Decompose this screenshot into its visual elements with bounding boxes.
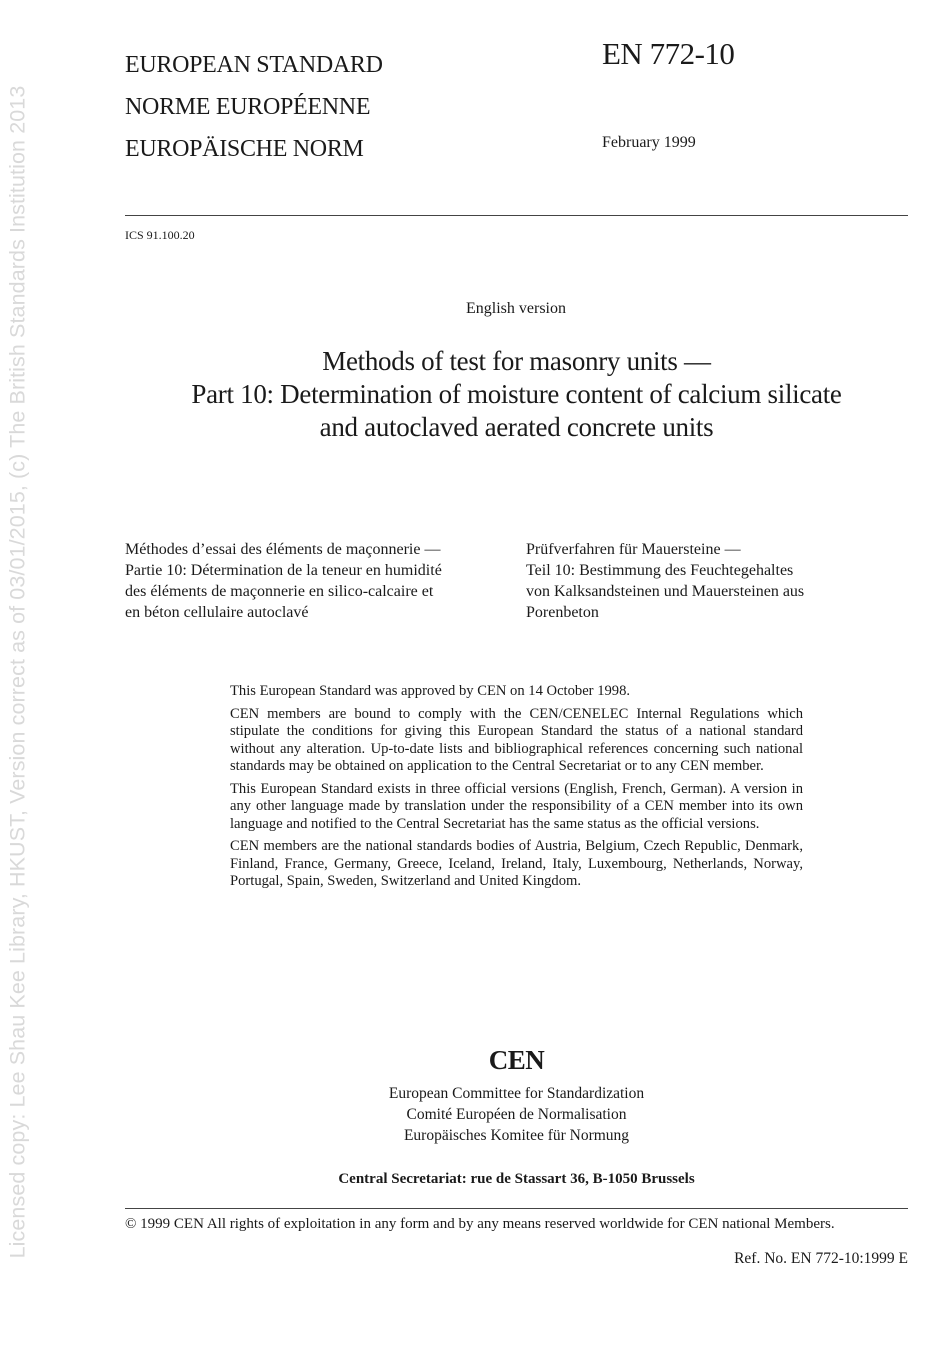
notice-paragraph: CEN members are the national standards bodies of Austria, Belgium, Czech Republic, Denmark, Finland, France, Germany, Greece, Iceland, Ireland, Italy, Luxembourg, Netherlands, Norway, Portugal, Spain, Sweden, Switzerland and United Kingdom. (230, 838, 803, 889)
copyright-notice: © 1999 CEN All rights of exploitation in any form and by any means reserved worldwide for CEN national Members. (125, 1216, 835, 1232)
designation-english: EUROPEAN STANDARD (125, 52, 383, 78)
notice-paragraph: CEN members are bound to comply with the CEN/CENELEC Internal Regulations which stipulate the conditions for giving this European Standard the status of a national standard without any alteration. Up-to-date lists and bibliographical references concerning such national standards may be obtained on application to the Central Secretariat or to any CEN member. (230, 705, 803, 774)
ics-code: ICS 91.100.20 (125, 228, 195, 242)
french-title-line: Partie 10: Détermination de la teneur en humidité (125, 562, 442, 579)
cen-names (125, 1083, 908, 1146)
notice-paragraph: This European Standard was approved by CEN on 14 October 1998. (230, 683, 631, 699)
german-title-line: Prüfverfahren für Mauersteine — (526, 541, 741, 558)
german-title-line: Porenbeton (526, 604, 599, 621)
designation-german: EUROPÄISCHE NORM (125, 136, 364, 162)
approval-notice (230, 683, 803, 896)
german-title-line: Teil 10: Bestimmung des Feuchtegehaltes (526, 562, 794, 579)
header-divider (125, 215, 908, 216)
language-note: English version (466, 300, 566, 317)
standard-number: EN 772-10 (602, 36, 735, 71)
french-title-line: des éléments de maçonnerie en silico-calcaire et (125, 583, 434, 600)
publication-date: February 1999 (602, 134, 696, 151)
german-title-line: von Kalksandsteinen und Mauersteinen aus (526, 583, 805, 600)
reference-number: Ref. No. EN 772-10:1999 E (734, 1250, 908, 1267)
title-line: Methods of test for masonry units — (322, 346, 711, 376)
cen-name-french: Comité Européen de Normalisation (406, 1106, 627, 1123)
standard-designations (125, 44, 383, 170)
french-title (125, 539, 505, 623)
designation-french: NORME EUROPÉENNE (125, 94, 371, 120)
title-line: and autoclaved aerated concrete units (319, 412, 714, 442)
french-title-line: en béton cellulaire autoclavé (125, 604, 309, 621)
title-line: Part 10: Determination of moisture content of calcium silicate (191, 379, 842, 409)
document-title (125, 345, 908, 444)
german-title (526, 539, 908, 623)
cen-logo: CEN (488, 1045, 545, 1075)
central-secretariat-address: Central Secretariat: rue de Stassart 36, B-1050 Brussels (338, 1171, 695, 1187)
french-title-line: Méthodes d’essai des éléments de maçonnerie — (125, 541, 441, 558)
cen-name-english: European Committee for Standardization (388, 1085, 645, 1102)
footer-divider (125, 1208, 908, 1209)
cen-name-german: Europäisches Komitee für Normung (403, 1127, 630, 1144)
license-watermark-text: Licensed copy: Lee Shau Kee Library, HKUST, Version correct as of 03/01/2015, (c) The British Standards Institution 2013 (5, 85, 30, 1259)
notice-paragraph: This European Standard exists in three official versions (English, French, German). A version in any other language made by translation under the responsibility of a CEN member into its own language and notified to the Central Secretariat has the same status as the official versions. (230, 780, 803, 832)
